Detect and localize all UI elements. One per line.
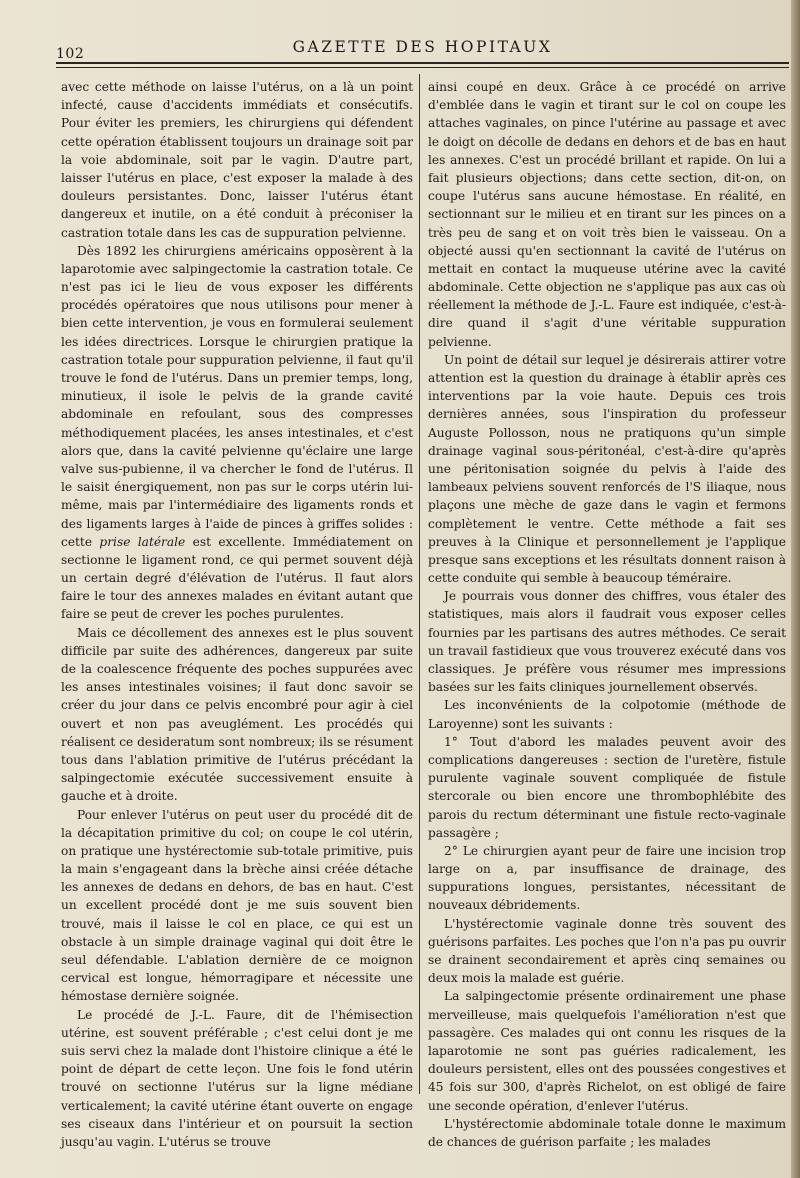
page-edge xyxy=(791,0,800,1178)
paragraph xyxy=(61,242,413,624)
paragraph: Pour enlever l'utérus on peut user du procédé dit de la décapitation primitive du col; on coupe le col utérin, on pratique une hystérectomie sub-totale primitive, puis la main s'engageant dans la brèche ainsi créée détache les annexes de dedans en dehors, de bas en haut. C'est un excellent procédé dont je me suis souvent bien trouvé, mais il laisse le col en place, ce qui est un obstacle à un simple drainage vaginal qui doit être le seul défendable. L'ablation dernière de ce moignon cervical est longue, hémorragipare et nécessite une hémostase dernière soignée. xyxy=(61,807,413,1004)
paragraph: La salpingectomie présente ordinairement une phase merveilleuse, mais quelquefois l'amélioration n'est que passagère. Ces malades qui ont connu les risques de la laparotomie ne sont pas guéries radicalement, les douleurs persistent, elles ont des poussées congestives et 45 fois sur 300, d'après Richelot, on est obligé de faire une seconde opération, d'enlever l'utérus. xyxy=(428,989,786,1113)
right-column xyxy=(428,78,786,1151)
paragraph-text: Dès 1892 les chirurgiens américains opposèrent à la laparotomie avec salpingectomie la castration totale. Ce n'est pas ici le lieu de vous exposer les différents procédés opératoires que nous utilisons pour mener à bien cette intervention, je vous en formulerai seulement les idées directrices. Lorsque le chirurgien pratique la castration totale pour suppuration pelvienne, il faut qu'il trouve le fond de l'utérus. Dans un premier temps, long, minutieux, il isole le pelvis de la grande cavité abdominale en refoulant, sous des compresses méthodiquement placées, les anses intestinales, et c'est alors que, dans la cavité pelvienne qu'éclaire une large valve sus-pubienne, il va chercher le fond de l'utérus. Il le saisit énergiquement, non pas sur le corps utérin lui-même, mais par l'intermédiaire des ligaments ronds et des ligaments larges à l'aide de pinces à griffes solides : cette xyxy=(61,243,413,549)
header-rule xyxy=(56,62,789,64)
paragraph: L'hystérectomie abdominale totale donne le maximum de chances de guérison parfaite ; les malades xyxy=(428,1116,786,1149)
paragraph: avec cette méthode on laisse l'utérus, on a là un point infecté, cause d'accidents immédiats et consécutifs. Pour éviter les premiers, les chirurgiens qui défendent cette opération établissent toujours un drainage soit par la voie abdominale, soit par le vagin. D'autre part, laisser l'utérus en place, c'est exposer la malade à des douleurs persistantes. Donc, laisser l'utérus étant dangereux et inutile, on a été conduit à préconiser la castration totale dans les cas de suppuration pelvienne. xyxy=(61,80,413,240)
paragraph: Je pourrais vous donner des chiffres, vous étaler des statistiques, mais alors il faudrait vous exposer celles fournies par les partisans des autres méthodes. Ce serait un travail fastidieux que vous trouverez exécuté dans vos classiques. Je préfère vous résumer mes impressions basées sur les faits cliniques journellement observés. xyxy=(428,589,786,695)
paragraph: Un point de détail sur lequel je désirerais attirer votre attention est la question du drainage à établir après ces interventions par la voie haute. Depuis ces trois dernières années, sous l'inspiration du professeur Auguste Pollosson, nous ne pratiquons qu'un simple drainage vaginal sous-péritonéal, c'est-à-dire qu'après une péritonisation soignée du pelvis à l'aide des lambeaux pelviens souvent renforcés de l'S iliaque, nous plaçons une mèche de gaze dans le vagin et fermons complètement le ventre. Cette méthode a fait ses preuves à la Clinique et personnellement je l'applique presque sans exceptions et les résultats donnent raison à cette conduite qui semble à beaucoup téméraire. xyxy=(428,352,786,586)
paragraph-text: est excellente. Immédiatement on sectionne le ligament rond, ce qui permet souvent déjà un certain degré d'élévation de l'utérus. Il faut alors faire le tour des annexes malades en évitant autant que faire se peut de crever les poches purulentes. xyxy=(61,534,414,622)
paragraph: Mais ce décollement des annexes est le plus souvent difficile par suite des adhérences, dangereux par suite de la coalescence fréquente des poches suppurées avec les anses intestinales voisines; il faut donc savoir se créer du jour dans ce pelvis encombré pour agir à ciel ouvert et non pas aveuglément. Les procédés qui réalisent ce desideratum sont nombreux; ils se résument tous dans l'ablation primitive de l'utérus précédant la salpingectomie exécutée successivement ensuite à gauche et à droite. xyxy=(61,625,413,804)
paragraph: L'hystérectomie vaginale donne très souvent des guérisons parfaites. Les poches que l'on n'a pas pu ouvrir se drainent secondairement et après cinq semaines ou deux mois la malade est guérie. xyxy=(428,916,786,986)
page-number: 102 xyxy=(56,46,85,62)
paragraph: ainsi coupé en deux. Grâce à ce procédé on arrive d'emblée dans le vagin et tirant sur le col on coupe les attaches vaginales, on pince l'utérine au passage et avec le doigt on décolle de dedans en dehors et de bas en haut les annexes. C'est un procédé brillant et rapide. On lui a fait plusieurs objections; dans cette section, dit-on, on coupe l'utérus sans aucune hémostase. En réalité, en sectionnant sur le milieu et en tirant sur les pinces on a très peu de sang et on voit très bien le vaisseau. On a objecté aussi qu'en sectionnant la cavité de l'utérus on mettait en contact la muqueuse utérine avec la cavité abdominale. Cette objection ne s'applique pas aux cas où réellement la méthode de J.-L. Faure est indiquée, c'est-à-dire quand il s'agit d'une véritable suppuration pelvienne. xyxy=(428,80,786,349)
paragraph: 2° Le chirurgien ayant peur de faire une incision trop large on a, par insuffisance de drainage, des suppurations longues, persistantes, nécessitant de nouveaux débridements. xyxy=(428,843,786,913)
column-divider xyxy=(419,74,420,1094)
header-rule-thin xyxy=(56,67,789,68)
paragraph: 1° Tout d'abord les malades peuvent avoir des complications dangereuses : section de l'uretère, fistule purulente vaginale souvent compliquée de fistule stercorale ou bien encore une thrombophlébite des parois du rectum déterminant une fistule recto-vaginale passagère ; xyxy=(428,734,786,840)
journal-title: GAZETTE DES HOPITAUX xyxy=(292,38,553,56)
left-column xyxy=(61,78,413,1151)
paragraph: Le procédé de J.-L. Faure, dit de l'hémisection utérine, est souvent préférable ; c'est celui dont je me suis servi chez la malade dont l'histoire clinique a été le point de départ de cette leçon. Une fois le fond utérin trouvé on sectionne l'utérus sur la ligne médiane verticalement; la cavité utérine étant ouverte on engage ses ciseaux dans l'intérieur et on poursuit la section jusqu'au vagin. L'utérus se trouve xyxy=(61,1007,413,1149)
emphasis-text: prise latérale xyxy=(99,534,186,549)
paragraph: Les inconvénients de la colpotomie (méthode de Laroyenne) sont les suivants : xyxy=(428,698,786,731)
